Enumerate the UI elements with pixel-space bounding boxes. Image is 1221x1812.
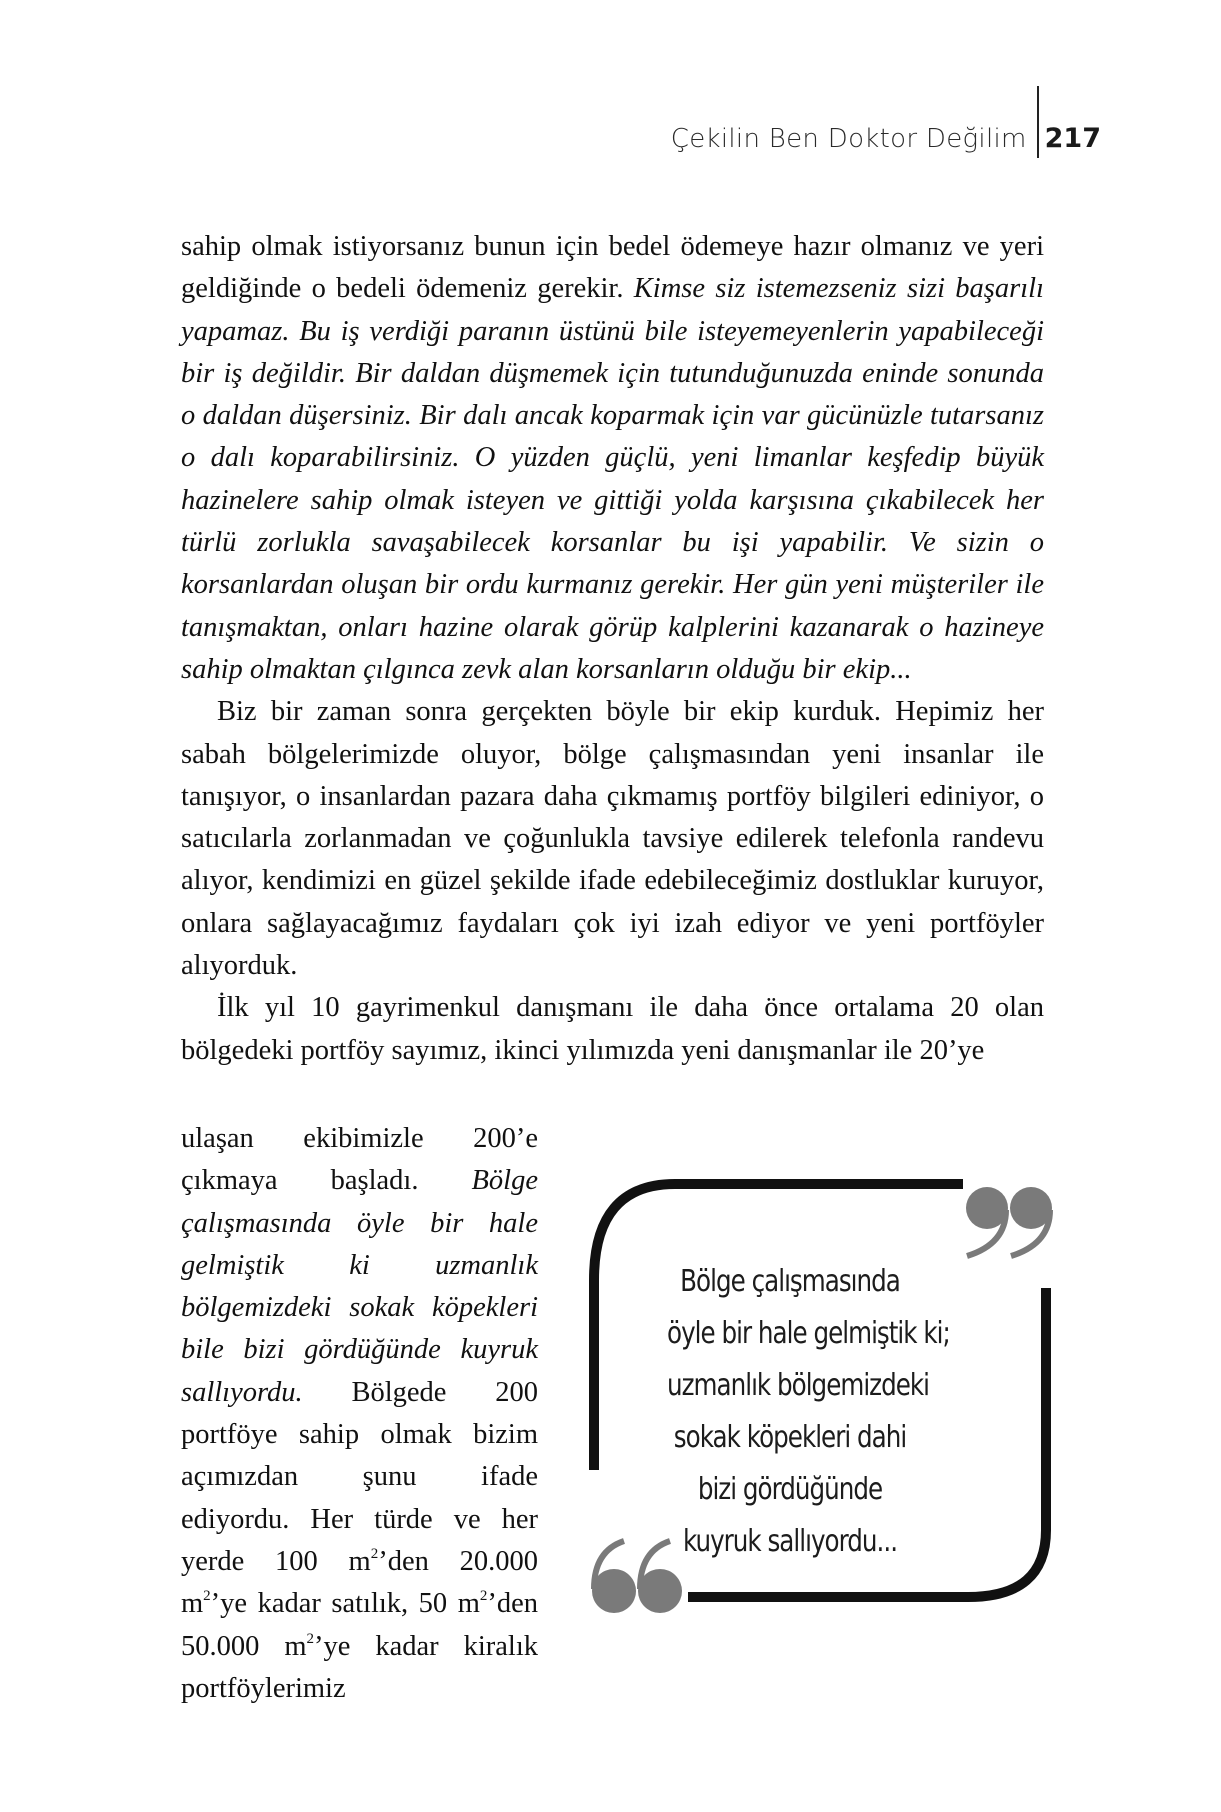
pull-quote-line: Bölge çalışmasında	[680, 1264, 900, 1299]
superscript: 2	[479, 1588, 488, 1605]
page-number: 217	[1044, 123, 1101, 154]
book-title: Çekilin Ben Doktor Değilim	[670, 124, 1027, 154]
paragraph-1-italic: Kimse siz istemezseniz sizi başarılı yapamaz. Bu iş verdiği paranın üstünü bile isteyemeyenlerin yapabileceği bir iş değildir. Bir daldan düşmemek için tutunduğunuzda eninde sonunda o daldan düşersiniz. Bir dalı ancak koparmak için var gücünüzle tutarsanız o dalı koparabilirsiniz. O yüzden güçlü, yeni limanlar keşfedip büyük hazinelere sahip olmak isteyen ve gittiği yolda karşısına çıkabilecek her türlü zorlukla savaşabilecek korsanlar bu işi yapabilir. Ve sizin o korsanlardan oluşan bir ordu kurmanız gerekir. Her gün yeni müşteriler ile tanışmaktan, onları hazine olarak görüp kalplerini kazanarak o hazineye sahip olmaktan çılgınca zevk alan korsanların olduğu bir ekip...	[181, 273, 1044, 685]
paragraph-1-normal: sahip olmak istiyorsanız bunun için bedel ödemeye hazır olmanız ve yeri geldiğinde o bedeli ödemeniz gerekir.	[181, 231, 1044, 305]
superscript: 2	[306, 1630, 315, 1647]
running-header	[671, 124, 1101, 154]
paragraph-3-continued	[181, 1118, 538, 1710]
column-text-normal: ’ye kadar kiralık portföylerimiz	[181, 1630, 539, 1704]
header-divider	[1037, 86, 1039, 158]
paragraph-1	[181, 226, 1044, 691]
pull-quote-line: kuyruk sallıyordu...	[682, 1524, 898, 1559]
pull-quote-line: bizi gördüğünde	[697, 1472, 883, 1507]
superscript: 2	[203, 1588, 211, 1605]
column-text-normal: ’ye kadar satılık, 50 m	[210, 1588, 480, 1620]
column-text-normal: ’den 50.000 m	[181, 1588, 538, 1662]
closing-quote-icon	[965, 1182, 1060, 1262]
pull-quote	[580, 1170, 1070, 1660]
pull-quote-line: sokak köpekleri dahi	[673, 1420, 907, 1455]
pull-quote-line: uzmanlık bölgemizdeki	[667, 1368, 930, 1403]
superscript: 2	[370, 1545, 379, 1562]
wrapped-column-text	[181, 1118, 538, 1710]
column-text-normal: ulaşan ekibimizle 200’e çıkmaya başladı.	[181, 1123, 538, 1197]
paragraph-2: Biz bir zaman sonra gerçekten böyle bir ekip kurduk. Hepimiz her sabah bölgelerimizde oluyor, bölge çalışmasından yeni insanlar ile tanışıyor, o insanlardan pazara daha çıkmamış portföy bilgileri ediniyor, o satıcılarla zorlanmadan ve çoğunlukla tavsiye edilerek telefonla randevu alıyor, kendimizi en güzel şekilde ifade edebileceğimiz dostluklar kuruyor, onlara sağlayacağımız faydaları çok iyi izah ediyor ve yeni portföyler alıyorduk.	[181, 696, 1044, 982]
column-text-normal: Bölgede 200 portföye sahip olmak bizim açımızdan şunu ifade ediyordu. Her türde ve her yerde 100 m	[181, 1376, 538, 1577]
column-text-italic: Bölge çalışmasında öyle bir hale gelmiştik ki uzmanlık bölgemizdeki sokak köpekleri bile bizi gördüğünde kuyruk sallıyordu.	[181, 1165, 538, 1408]
body-text	[181, 226, 1044, 1072]
pull-quote-line: öyle bir hale gelmiştik ki;	[667, 1316, 950, 1351]
pull-quote-text	[667, 1256, 950, 1568]
column-text-normal: ’den 20.000 m	[181, 1545, 538, 1620]
paragraph-3-start: İlk yıl 10 gayrimenkul danışmanı ile daha önce ortalama 20 olan bölgedeki portföy sayımız, ikinci yılımızda yeni danışmanlar ile 20’ye	[181, 992, 1044, 1066]
